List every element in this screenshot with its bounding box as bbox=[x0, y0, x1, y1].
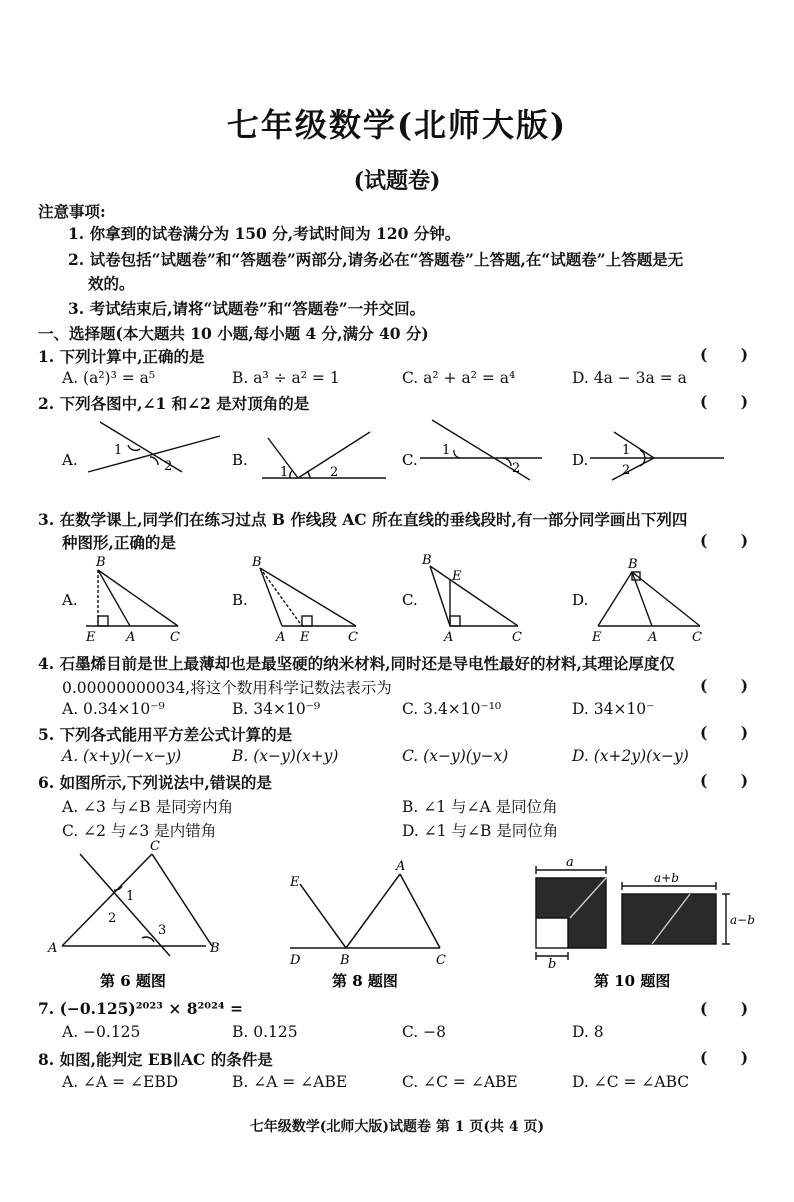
fig8-diagram bbox=[290, 874, 440, 948]
q3-figures bbox=[0, 552, 794, 648]
q3-d-A: A bbox=[648, 630, 658, 645]
q3-b-A: A bbox=[276, 630, 286, 645]
q1-stem: 1. 下列计算中,正确的是 bbox=[38, 347, 205, 366]
q7-option-d: D. 8 bbox=[572, 1023, 604, 1041]
q5-stem: 5. 下列各式能用平方差公式计算的是 bbox=[38, 725, 293, 744]
q3-b-B: B bbox=[252, 555, 262, 570]
q3-b-E: E bbox=[300, 630, 310, 645]
section-heading: 一、选择题(本大题共 10 小题,每小题 4 分,满分 40 分) bbox=[38, 324, 429, 343]
q1-option-b: B. a³ ÷ a² = 1 bbox=[232, 369, 340, 387]
q2-figure-c bbox=[420, 420, 542, 480]
page-title: 七年级数学(北师大版) bbox=[226, 106, 568, 144]
q3-c-C: C bbox=[512, 630, 522, 645]
q3-label-c: C. bbox=[402, 591, 418, 609]
q7-stem: 7. (−0.125)²⁰²³ × 8²⁰²⁴ = bbox=[38, 999, 244, 1018]
q5-answer-paren: ( ) bbox=[700, 723, 763, 742]
fig8-A: A bbox=[396, 859, 406, 874]
q3-a-E: E bbox=[86, 630, 96, 645]
fig6-angle-1: 1 bbox=[126, 889, 135, 904]
q2-figure-a bbox=[88, 422, 220, 472]
q3-label-d: D. bbox=[572, 591, 589, 609]
q2-a-angle-1: 1 bbox=[114, 443, 123, 458]
q4-option-b: B. 34×10⁻⁹ bbox=[232, 700, 321, 718]
q1-answer-paren: ( ) bbox=[700, 345, 763, 364]
q3-answer-paren: ( ) bbox=[700, 531, 763, 550]
q8-option-b: B. ∠A = ∠ABE bbox=[232, 1073, 348, 1091]
notice-item-3: 3. 考试结束后,请将“试题卷”和“答题卷”一并交回。 bbox=[68, 299, 426, 318]
q3-figure-a bbox=[86, 570, 178, 626]
fig8-C: C bbox=[436, 953, 446, 968]
q2-d-angle-2: 2 bbox=[622, 463, 631, 478]
q2-label-d: D. bbox=[572, 451, 589, 469]
notice-item-1: 1. 你拿到的试卷满分为 150 分,考试时间为 120 分钟。 bbox=[68, 224, 461, 243]
fig10-a: a bbox=[566, 855, 574, 870]
fig6-angle-2: 2 bbox=[108, 911, 117, 926]
q2-figure-d bbox=[590, 432, 724, 480]
q3-b-C: C bbox=[348, 630, 358, 645]
q8-stem: 8. 如图,能判定 EB∥AC 的条件是 bbox=[38, 1050, 273, 1069]
fig10-diagram bbox=[536, 866, 730, 960]
fig10-a-minus-b: a−b bbox=[730, 913, 755, 927]
q1-option-a: A. (a²)³ = a⁵ bbox=[62, 369, 156, 387]
q5-option-d: D. (x+2y)(x−y) bbox=[572, 747, 689, 765]
q1-option-c: C. a² + a² = a⁴ bbox=[402, 369, 516, 387]
q4-answer-paren: ( ) bbox=[700, 676, 763, 695]
q6-option-a: A. ∠3 与∠B 是同旁内角 bbox=[62, 798, 234, 816]
q7-answer-paren: ( ) bbox=[700, 999, 763, 1018]
q2-answer-paren: ( ) bbox=[700, 392, 763, 411]
q2-b-angle-1: 1 bbox=[280, 465, 289, 480]
q5-option-a: A. (x+y)(−x−y) bbox=[62, 747, 182, 765]
q3-figure-b bbox=[260, 568, 356, 626]
q2-c-angle-1: 1 bbox=[442, 443, 451, 458]
q7-option-c: C. −8 bbox=[402, 1023, 447, 1041]
q1-option-d: D. 4a − 3a = a bbox=[572, 369, 687, 387]
q2-stem: 2. 下列各图中,∠1 和∠2 是对顶角的是 bbox=[38, 394, 310, 413]
fig8-caption: 第 8 题图 bbox=[332, 972, 398, 990]
fig6-diagram bbox=[62, 854, 212, 956]
q2-figures bbox=[0, 410, 794, 490]
fig8-E: E bbox=[290, 875, 300, 890]
q6-option-b: B. ∠1 与∠A 是同位角 bbox=[402, 798, 558, 816]
q7-option-b: B. 0.125 bbox=[232, 1023, 298, 1041]
q6-option-c: C. ∠2 与∠3 是内错角 bbox=[62, 822, 217, 840]
q3-figure-c bbox=[430, 566, 518, 626]
q6-stem: 6. 如图所示,下列说法中,错误的是 bbox=[38, 773, 272, 792]
q3-d-E: E bbox=[592, 630, 602, 645]
q3-a-C: C bbox=[170, 630, 180, 645]
q3-a-B: B bbox=[96, 555, 106, 570]
fig8-D: D bbox=[290, 953, 301, 968]
q5-option-c: C. (x−y)(y−x) bbox=[402, 747, 509, 765]
q3-d-C: C bbox=[692, 630, 702, 645]
fig10-a-plus-b: a+b bbox=[654, 871, 679, 885]
q3-figure-d bbox=[598, 572, 700, 626]
q3-c-E: E bbox=[452, 569, 462, 584]
q8-option-a: A. ∠A = ∠EBD bbox=[62, 1073, 179, 1091]
q6-option-d: D. ∠1 与∠B 是同位角 bbox=[402, 822, 559, 840]
q7-option-a: A. −0.125 bbox=[62, 1023, 141, 1041]
page-footer: 七年级数学(北师大版)试题卷 第 1 页(共 4 页) bbox=[249, 1119, 545, 1135]
q2-c-angle-2: 2 bbox=[512, 461, 521, 476]
q2-label-a: A. bbox=[62, 451, 78, 469]
q3-label-b: B. bbox=[232, 591, 248, 609]
q4-stem-line1: 4. 石墨烯目前是世上最薄却也是最坚硬的纳米材料,同时还是导电性最好的材料,其理论厚度仅 bbox=[38, 654, 675, 673]
q2-label-c: C. bbox=[402, 451, 418, 469]
fig10-caption: 第 10 题图 bbox=[594, 972, 671, 990]
fig10-b: b bbox=[548, 957, 557, 972]
q4-option-c: C. 3.4×10⁻¹⁰ bbox=[402, 700, 502, 718]
q3-stem-line1: 3. 在数学课上,同学们在练习过点 B 作线段 AC 所在直线的垂线段时,有一部分同学画出下列四 bbox=[38, 510, 688, 529]
q3-c-A: A bbox=[444, 630, 454, 645]
fig6-angle-3: 3 bbox=[158, 923, 167, 938]
q3-a-A: A bbox=[126, 630, 136, 645]
q3-d-B: B bbox=[628, 557, 638, 572]
q2-a-angle-2: 2 bbox=[164, 459, 173, 474]
q4-option-a: A. 0.34×10⁻⁹ bbox=[62, 700, 165, 718]
q4-stem-line2: 0.00000000034,将这个数用科学记数法表示为 bbox=[62, 679, 392, 697]
fig6-B: B bbox=[210, 941, 220, 956]
figure-row bbox=[0, 840, 794, 995]
fig6-caption: 第 6 题图 bbox=[100, 972, 166, 990]
notice-item-2: 2. 试卷包括“试题卷”和“答题卷”两部分,请务必在“答题卷”上答题,在“试题卷”上答题是无 bbox=[68, 250, 684, 269]
q3-label-a: A. bbox=[62, 591, 78, 609]
q3-c-B: B bbox=[422, 553, 432, 568]
q8-answer-paren: ( ) bbox=[700, 1048, 763, 1067]
q4-option-d: D. 34×10⁻ bbox=[572, 700, 655, 718]
fig8-B: B bbox=[340, 953, 350, 968]
q6-answer-paren: ( ) bbox=[700, 771, 763, 790]
q8-option-c: C. ∠C = ∠ABE bbox=[402, 1073, 518, 1091]
q2-label-b: B. bbox=[232, 451, 248, 469]
notice-heading: 注意事项: bbox=[38, 202, 106, 221]
q3-stem-line2: 种图形,正确的是 bbox=[62, 533, 176, 552]
notice-item-2-cont: 效的。 bbox=[88, 274, 135, 293]
fig6-C: C bbox=[150, 840, 160, 854]
q5-option-b: B. (x−y)(x+y) bbox=[232, 747, 339, 765]
page-subtitle: (试题卷) bbox=[353, 168, 441, 194]
q2-b-angle-2: 2 bbox=[330, 465, 339, 480]
q2-d-angle-1: 1 bbox=[622, 443, 631, 458]
q8-option-d: D. ∠C = ∠ABC bbox=[572, 1073, 690, 1091]
fig6-A: A bbox=[48, 941, 58, 956]
